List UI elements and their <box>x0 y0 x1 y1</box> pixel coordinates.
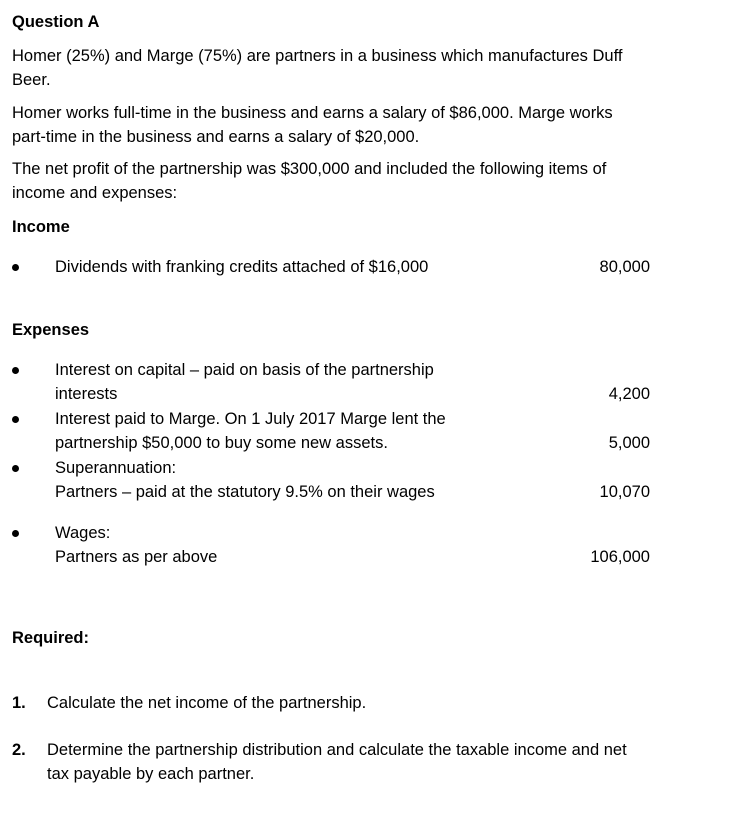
paragraph-line: Homer works full-time in the business and earns a salary of $86,000. Marge works <box>12 104 613 122</box>
expense-amount-wages: 106,000 <box>590 548 650 566</box>
bullet-icon <box>12 264 19 271</box>
bullet-icon <box>12 530 19 537</box>
bullet-icon <box>12 367 19 374</box>
expenses-heading: Expenses <box>12 321 90 339</box>
required-item-net-income: Calculate the net income of the partnership. <box>47 694 367 712</box>
expense-item-superannuation <box>55 456 435 504</box>
expense-line: partnership $50,000 to buy some new assets. <box>55 434 388 452</box>
income-amount-dividends: 80,000 <box>599 258 650 276</box>
bullet-icon <box>12 416 19 423</box>
required-line: tax payable by each partner. <box>47 765 255 783</box>
expense-line: Partners – paid at the statutory 9.5% on their wages <box>55 483 435 501</box>
expense-line: Interest on capital – paid on basis of the partnership <box>55 361 434 379</box>
expense-item-interest-marge <box>55 407 446 455</box>
required-number: 2. <box>12 741 26 759</box>
expense-line: Superannuation: <box>55 459 177 477</box>
expense-line: interests <box>55 385 118 403</box>
paragraph-line: part-time in the business and earns a salary of $20,000. <box>12 128 420 146</box>
paragraph-partners <box>12 44 712 92</box>
paragraph-line: The net profit of the partnership was $300,000 and included the following items of <box>12 160 607 178</box>
income-item-dividends: Dividends with franking credits attached of $16,000 <box>55 258 429 276</box>
paragraph-line: Homer (25%) and Marge (75%) are partners in a business which manufactures Duff <box>12 47 623 65</box>
income-heading: Income <box>12 218 70 236</box>
paragraph-salaries <box>12 101 712 149</box>
expense-item-interest-capital <box>55 358 434 406</box>
expense-line: Wages: <box>55 524 111 542</box>
required-item-distribution <box>47 738 627 786</box>
paragraph-net-profit <box>12 157 712 205</box>
expense-line: Partners as per above <box>55 548 218 566</box>
paragraph-line: income and expenses: <box>12 184 178 202</box>
expense-item-wages <box>55 521 217 569</box>
question-title: Question A <box>12 13 100 31</box>
paragraph-line: Beer. <box>12 71 51 89</box>
expense-amount-interest-capital: 4,200 <box>608 385 650 403</box>
required-heading: Required: <box>12 629 90 647</box>
expense-amount-interest-marge: 5,000 <box>608 434 650 452</box>
expense-amount-superannuation: 10,070 <box>599 483 650 501</box>
required-line: Determine the partnership distribution and calculate the taxable income and net <box>47 741 627 759</box>
bullet-icon <box>12 465 19 472</box>
required-number: 1. <box>12 694 26 712</box>
expense-line: Interest paid to Marge. On 1 July 2017 Marge lent the <box>55 410 446 428</box>
